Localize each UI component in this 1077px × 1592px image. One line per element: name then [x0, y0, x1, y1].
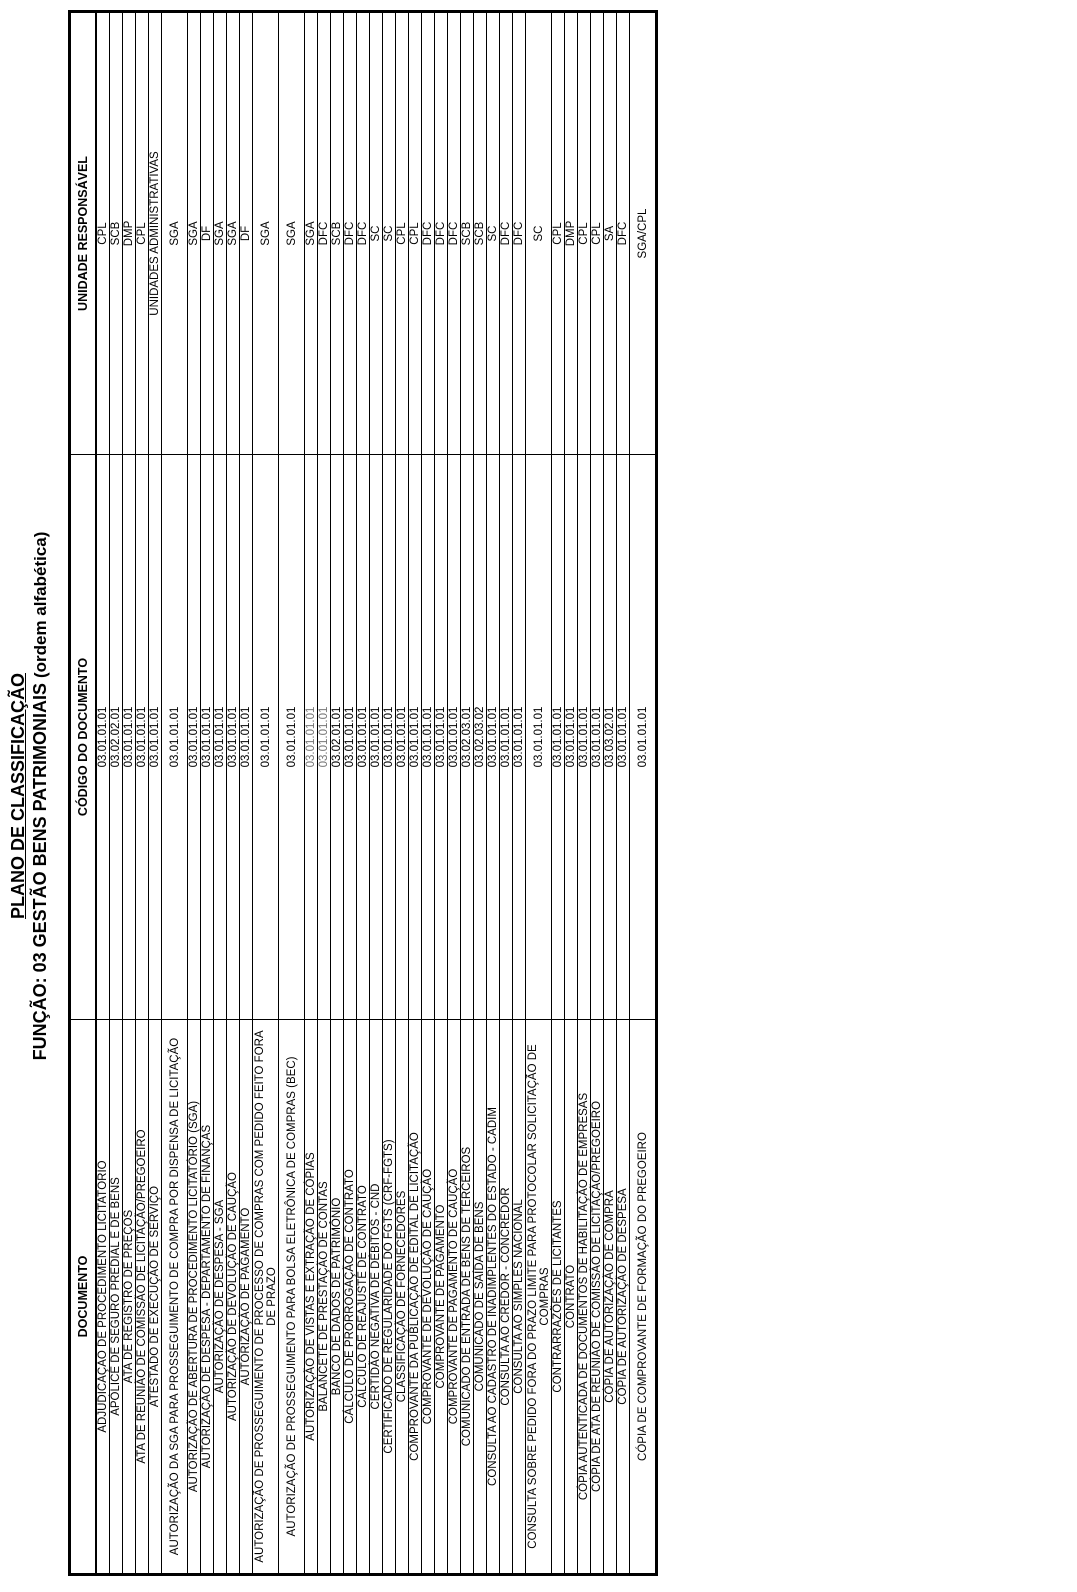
cell-code: 03.01.01.01 — [240, 455, 253, 1020]
table-row — [227, 12, 240, 1575]
cell-document: ATESTADO DE EXECUÇÃO DE SERVIÇO — [149, 1020, 162, 1575]
cell-unit: CPL — [409, 12, 422, 455]
table-row — [357, 12, 370, 1575]
cell-document: AUTORIZAÇÃO DE DESPESA - SGA — [214, 1020, 227, 1575]
cell-code: 03.01.01.01 — [357, 455, 370, 1020]
cell-code: 03.01.01.01 — [448, 455, 461, 1020]
cell-unit: DF — [240, 12, 253, 455]
cell-document: CONSULTA AO CADASTRO DE INADIMPLENTES DO ESTADO - CADIM — [487, 1020, 500, 1575]
cell-code: 03.03.02.01 — [604, 455, 617, 1020]
table-row — [279, 12, 305, 1575]
cell-document: AUTORIZAÇÃO DE DEVOLUÇÃO DE CAUÇÃO — [227, 1020, 240, 1575]
cell-code: 03.01.01.01 — [96, 455, 110, 1020]
table-row — [96, 12, 110, 1575]
cell-code: 03.01.01.01 — [201, 455, 214, 1020]
table-row — [149, 12, 162, 1575]
cell-unit: DFC — [617, 12, 630, 455]
table-row — [578, 12, 591, 1575]
table-row — [123, 12, 136, 1575]
cell-document: BALANCETE DE PRESTAÇÃO DE CONTAS — [318, 1020, 331, 1575]
cell-document: CONTRATO — [565, 1020, 578, 1575]
table-row — [162, 12, 188, 1575]
cell-document: CLASSIFICAÇÃO DE FORNECEDORES — [396, 1020, 409, 1575]
cell-code: 03.02.03.02 — [474, 455, 487, 1020]
cell-unit: SC — [526, 12, 552, 455]
cell-unit: SCB — [110, 12, 123, 455]
cell-unit: CPL — [578, 12, 591, 455]
cell-code: 03.01.01.01 — [409, 455, 422, 1020]
table-row — [344, 12, 357, 1575]
cell-unit: SCB — [461, 12, 474, 455]
cell-code: 03.02.02.01 — [110, 455, 123, 1020]
cell-document: ATA DE REUNIÃO DE COMISSÃO DE LICITAÇÃO/PREGOEIRO — [136, 1020, 149, 1575]
cell-unit: CPL — [96, 12, 110, 455]
cell-code: 03.01.01.01 — [214, 455, 227, 1020]
table-row — [435, 12, 448, 1575]
table-row — [214, 12, 227, 1575]
cell-document: ATA DE REGISTRO DE PREÇOS — [123, 1020, 136, 1575]
header-code: CÓDIGO DO DOCUMENTO — [70, 455, 97, 1020]
cell-unit: UNIDADES ADMINISTRATIVAS — [149, 12, 162, 455]
cell-unit: CPL — [552, 12, 565, 455]
cell-code: 03.01.01.01 — [162, 455, 188, 1020]
cell-unit: DMP — [123, 12, 136, 455]
cell-document: CÓPIA DE ATA DE REUNIÃO DE COMISSÃO DE LICITAÇÃO/PREGOEIRO — [591, 1020, 604, 1575]
cell-code: 03.01.01.01 — [149, 455, 162, 1020]
cell-code: 03.01.01.01 — [318, 455, 331, 1020]
cell-document: AUTORIZAÇÃO DA SGA PARA PROSSEGUIMENTO DE COMPRA POR DISPENSA DE LICITAÇÃO — [162, 1020, 188, 1575]
table-row — [617, 12, 630, 1575]
table-row — [591, 12, 604, 1575]
table-row — [331, 12, 344, 1575]
classification-table — [68, 10, 658, 1576]
cell-document: CÓPIA DE AUTORIZAÇÃO DE COMPRA — [604, 1020, 617, 1575]
page-title: PLANO DE CLASSIFICAÇÃO — [8, 673, 28, 920]
cell-unit: SGA/CPL — [630, 12, 657, 455]
table-row — [474, 12, 487, 1575]
cell-unit: SC — [487, 12, 500, 455]
cell-code: 03.01.01.01 — [188, 455, 201, 1020]
table-row — [318, 12, 331, 1575]
table-header-row — [70, 12, 97, 1575]
cell-code: 03.01.01.01 — [630, 455, 657, 1020]
cell-code: 03.01.01.01 — [344, 455, 357, 1020]
table-row — [604, 12, 617, 1575]
cell-code: 03.02.01.01 — [331, 455, 344, 1020]
cell-unit: SGA — [279, 12, 305, 455]
table-row — [383, 12, 396, 1575]
cell-document: AUTORIZAÇÃO DE PAGAMENTO — [240, 1020, 253, 1575]
cell-unit: SGA — [214, 12, 227, 455]
cell-document: CÁLCULO DE PRORROGAÇÃO DE CONTRATO — [344, 1020, 357, 1575]
table-row — [565, 12, 578, 1575]
cell-code: 03.01.01.01 — [383, 455, 396, 1020]
cell-unit: SGA — [227, 12, 240, 455]
cell-document: CERTIDÃO NEGATIVA DE DÉBITOS - CND — [370, 1020, 383, 1575]
table-row — [422, 12, 435, 1575]
cell-unit: SGA — [188, 12, 201, 455]
cell-document: COMPROVANTE DA PUBLICAÇÃO DE EDITAL DE LICITAÇÃO — [409, 1020, 422, 1575]
cell-document: CONTRARRAZÕES DE LICITANTES — [552, 1020, 565, 1575]
cell-document: ADJUDICAÇÃO DE PROCEDIMENTO LICITATÓRIO — [96, 1020, 110, 1575]
table-body — [96, 12, 657, 1575]
cell-code: 03.01.01.01 — [552, 455, 565, 1020]
cell-document: CÓPIA DE COMPROVANTE DE FORMAÇÃO DO PREGOEIRO — [630, 1020, 657, 1575]
cell-code: 03.01.01.01 — [305, 455, 318, 1020]
table-row — [461, 12, 474, 1575]
cell-unit: SC — [383, 12, 396, 455]
cell-document: AUTORIZAÇÃO DE PROSSEGUIMENTO PARA BOLSA ELETRÔNICA DE COMPRAS (BEC) — [279, 1020, 305, 1575]
cell-unit: DMP — [565, 12, 578, 455]
table-row — [305, 12, 318, 1575]
cell-code: 03.01.01.01 — [279, 455, 305, 1020]
cell-code: 03.01.01.01 — [513, 455, 526, 1020]
cell-document: COMPROVANTE DE PAGAMENTO — [435, 1020, 448, 1575]
table-row — [500, 12, 513, 1575]
cell-code: 03.01.01.01 — [526, 455, 552, 1020]
cell-unit: SA — [604, 12, 617, 455]
table-row — [110, 12, 123, 1575]
table-row — [253, 12, 279, 1575]
cell-document: COMUNICADO DE ENTRADA DE BENS DE TERCEIROS — [461, 1020, 474, 1575]
cell-document: APÓLICE DE SEGURO PREDIAL E DE BENS — [110, 1020, 123, 1575]
cell-code: 03.01.01.01 — [591, 455, 604, 1020]
cell-document: COMUNICADO DE SAÍDA DE BENS — [474, 1020, 487, 1575]
cell-document: CÓPIA DE AUTORIZAÇÃO DE DESPESA — [617, 1020, 630, 1575]
table-row — [396, 12, 409, 1575]
cell-unit: SC — [370, 12, 383, 455]
cell-document: CÁLCULO DE REAJUSTE DE CONTRATO — [357, 1020, 370, 1575]
cell-document: CONSULTA SOBRE PEDIDO FORA DO PRAZO LIMITE PARA PROTOCOLAR SOLICITAÇÃO DE COMPRAS — [526, 1020, 552, 1575]
cell-code: 03.01.01.01 — [396, 455, 409, 1020]
table-row — [487, 12, 500, 1575]
cell-code: 03.01.01.01 — [578, 455, 591, 1020]
table-row — [201, 12, 214, 1575]
table-row — [448, 12, 461, 1575]
cell-code: 03.01.01.01 — [487, 455, 500, 1020]
cell-unit: CPL — [591, 12, 604, 455]
header-unit: UNIDADE RESPONSÁVEL — [70, 12, 97, 455]
cell-unit: DFC — [422, 12, 435, 455]
cell-unit: DFC — [344, 12, 357, 455]
cell-unit: SGA — [253, 12, 279, 455]
cell-unit: DFC — [357, 12, 370, 455]
cell-document: BANCO DE DADOS DE PATRIMÔNIO — [331, 1020, 344, 1575]
cell-document: CÓPIA AUTENTICADA DE DOCUMENTOS DE HABILITAÇÃO DE EMPRESAS — [578, 1020, 591, 1575]
cell-document: AUTORIZAÇÃO DE VISTAS E EXTRAÇÃO DE CÓPIAS — [305, 1020, 318, 1575]
table-row — [513, 12, 526, 1575]
table-row — [136, 12, 149, 1575]
cell-code: 03.01.01.01 — [500, 455, 513, 1020]
cell-document: CERTIFICADO DE REGULARIDADE DO FGTS (CRF-FGTS) — [383, 1020, 396, 1575]
cell-unit: DFC — [448, 12, 461, 455]
table-row — [526, 12, 552, 1575]
cell-code: 03.01.01.01 — [435, 455, 448, 1020]
cell-code: 03.01.01.01 — [565, 455, 578, 1020]
cell-unit: DFC — [500, 12, 513, 455]
cell-unit: DFC — [513, 12, 526, 455]
subtitle-function: FUNÇÃO: 03 GESTÃO BENS PATRIMONIAIS — [30, 683, 50, 1061]
cell-document: CONSULTA AO CREDOR - CONCREDOR — [500, 1020, 513, 1575]
cell-code: 03.01.01.01 — [253, 455, 279, 1020]
subtitle-order: (ordem alfabética) — [31, 531, 50, 679]
cell-unit: SCB — [474, 12, 487, 455]
cell-code: 03.02.03.01 — [461, 455, 474, 1020]
table-row — [630, 12, 657, 1575]
cell-unit: SGA — [305, 12, 318, 455]
page-subtitle — [30, 0, 51, 1592]
cell-document: AUTORIZAÇÃO DE PROSSEGUIMENTO DE PROCESSO DE COMPRAS COM PEDIDO FEITO FORA DE PRAZO — [253, 1020, 279, 1575]
table-row — [188, 12, 201, 1575]
table-row — [409, 12, 422, 1575]
cell-code: 03.01.01.01 — [617, 455, 630, 1020]
cell-unit: CPL — [396, 12, 409, 455]
cell-code: 03.01.01.01 — [123, 455, 136, 1020]
cell-code: 03.01.01.01 — [136, 455, 149, 1020]
table-row — [552, 12, 565, 1575]
header-document: DOCUMENTO — [70, 1020, 97, 1575]
cell-document: AUTORIZAÇÃO DE DESPESA - DEPARTAMENTO DE FINANÇAS — [201, 1020, 214, 1575]
cell-unit: DFC — [435, 12, 448, 455]
cell-unit: SCB — [331, 12, 344, 455]
table-row — [240, 12, 253, 1575]
cell-document: COMPROVANTE DE PAGAMENTO DE CAUÇÃO — [448, 1020, 461, 1575]
cell-code: 03.01.01.01 — [370, 455, 383, 1020]
cell-unit: DF — [201, 12, 214, 455]
cell-code: 03.01.01.01 — [227, 455, 240, 1020]
cell-document: COMPROVANTE DE DEVOLUÇÃO DE CAUÇÃO — [422, 1020, 435, 1575]
cell-unit: CPL — [136, 12, 149, 455]
cell-unit: DFC — [318, 12, 331, 455]
cell-unit: SGA — [162, 12, 188, 455]
cell-document: CONSULTA AO SIMPLES NACIONAL — [513, 1020, 526, 1575]
table-row — [370, 12, 383, 1575]
cell-document: AUTORIZAÇÃO DE ABERTURA DE PROCEDIMENTO LICITATÓRIO (SGA) — [188, 1020, 201, 1575]
cell-code: 03.01.01.01 — [422, 455, 435, 1020]
